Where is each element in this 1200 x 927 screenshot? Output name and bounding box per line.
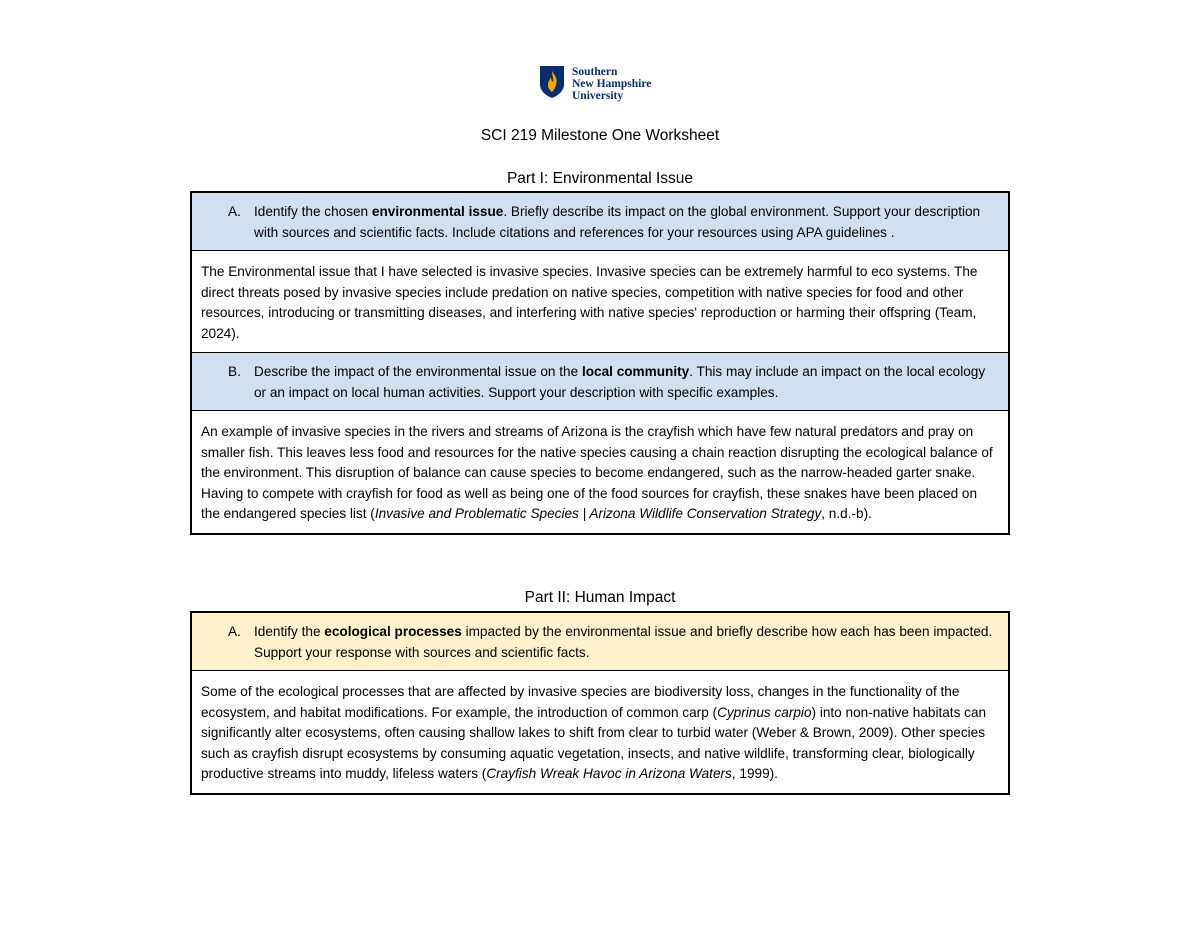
citation-title: Crayfish Wreak Havoc in Arizona Waters — [486, 766, 732, 781]
prompt-keyword: local community — [581, 364, 690, 379]
prompt-a-row — [192, 193, 1008, 250]
prompt-letter: B. — [228, 364, 241, 379]
prompt-text-pre: Identify the chosen — [254, 204, 372, 219]
logo-line-3: University — [572, 90, 624, 102]
answer-text-main: An example of invasive species in the rivers and streams of Arizona is the crayfish which have few natural predators and pray on smaller fish. This leaves less food and resources for the native species causing a chain reaction disrupting the ecological balance of the environment. This disruption of balance can cause species to become endangered, such as the narrow-headed garter snake. Having to compete with crayfish for food as well as being one of the food sources for crayfish, these snakes have been placed on the endangered species list ( — [201, 424, 993, 521]
prompt-keyword: ecological processes — [324, 624, 462, 639]
part-2-heading: Part II: Human Impact — [524, 589, 676, 606]
answer-a-row[interactable] — [192, 250, 1008, 352]
prompt-a-row — [192, 613, 1008, 670]
logo-wordmark — [572, 66, 651, 102]
prompt-letter: A. — [228, 204, 241, 219]
prompt-text — [254, 624, 992, 660]
page-title: SCI 219 Milestone One Worksheet — [480, 127, 720, 144]
prompt-keyword: environmental issue — [371, 204, 504, 219]
university-logo — [539, 65, 651, 102]
answer-b-row[interactable] — [192, 410, 1008, 533]
prompt-text-post: . Briefly describe its impact on the global environment. Support your description with sources and scientific facts. Include citations and references for your resources using APA guidelines . — [254, 204, 981, 240]
answer-text-1: Some of the ecological processes that are affected by invasive species are biodiversity loss, changes in the functionality of the ecosystem, and habitat modifications. For example, the introduction of common carp ( — [201, 684, 960, 720]
logo-line-1: Southern — [572, 66, 618, 78]
part-2-table — [190, 611, 1010, 795]
answer-text-3: , 1999). — [731, 766, 778, 781]
prompt-text-post: . This may include an impact on the local ecology or an impact on local human activities. Support your description with specific examples. — [254, 364, 986, 400]
prompt-text-pre: Describe the impact of the environmental issue on the — [254, 364, 582, 379]
prompt-text — [254, 204, 980, 240]
logo-line-2: New Hampshire — [572, 78, 652, 90]
prompt-b-row — [192, 352, 1008, 410]
part-1-table — [190, 191, 1010, 535]
answer-text: The Environmental issue that I have selected is invasive species. Invasive species can be extremely harmful to eco systems. The direct threats posed by invasive species include predation on native species, competition with native species for food and other resources, introducing or transmitting diseases, and interfering with native species' reproduction or harming their offspring (Team, 2024). — [201, 264, 978, 341]
answer-text-tail: , n.d.-b). — [821, 506, 872, 521]
citation-title: Invasive and Problematic Species | Arizona Wildlife Conservation Strategy — [374, 506, 822, 521]
prompt-text-pre: Identify the — [254, 624, 325, 639]
prompt-text — [254, 364, 985, 400]
answer-text-2: ) into non-native habitats can significantly alter ecosystems, often causing shallow lakes to shift from clear to turbid water (Weber & Brown, 2009). Other species such as crayfish disrupt ecosystems by consuming aquatic vegetation, insects, and native wildlife, transforming clear, biologically productive streams into muddy, lifeless waters ( — [201, 704, 987, 781]
answer-a-row[interactable] — [192, 670, 1008, 793]
prompt-text-post: impacted by the environmental issue and briefly describe how each has been impacted. Support your response with sources and scientific facts. — [254, 624, 993, 660]
answer-text — [201, 424, 993, 521]
answer-text — [201, 684, 986, 781]
prompt-letter: A. — [228, 624, 241, 639]
part-1-heading: Part I: Environmental Issue — [506, 170, 694, 187]
flame-shield-icon — [539, 65, 565, 99]
species-name: Cyprinus carpio — [717, 704, 812, 720]
